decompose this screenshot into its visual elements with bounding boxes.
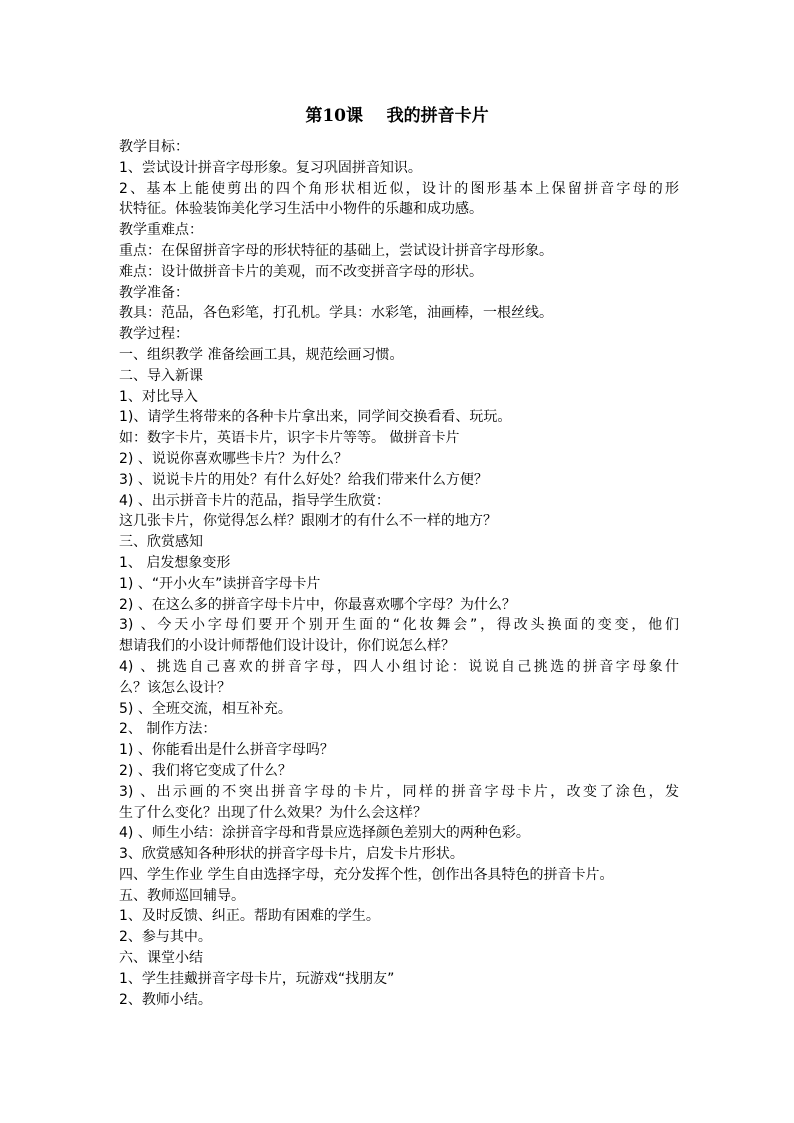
text-line: 1、及时反馈、纠正。帮助有困难的学生。: [119, 908, 380, 925]
text-line: 想请我们的小设计师帮他们设计设计，你们说怎么样？: [119, 638, 455, 655]
text-line: 三、欣赏感知: [119, 534, 203, 551]
text-line: 2) 、我们将它变成了什么？: [119, 762, 292, 779]
text-line: 4) 、出示拼音卡片的范品，指导学生欣赏：: [119, 492, 390, 509]
text-line: 1、对比导入: [119, 388, 198, 405]
text-line: 教学准备：: [119, 284, 189, 301]
text-line: 状特征。体验装饰美化学习生活中小物件的乐趣和成功感。: [119, 201, 483, 218]
text-line: 重点：在保留拼音字母的形状特征的基础上，尝试设计拼音字母形象。: [119, 242, 553, 259]
text-line: 4) 、师生小结：涂拼音字母和背景应选择颜色差别大的两种色彩。: [119, 825, 530, 842]
text-line: 2) 、说说你喜欢哪些卡片？为什么？: [119, 450, 348, 467]
text-line: 3) 、说说卡片的用处？有什么好处？给我们带来什么方便？: [119, 471, 488, 488]
text-line: 1、学生挂戴拼音字母卡片，玩游戏“找朋友”: [119, 970, 395, 987]
text-line: 这几张卡片，你觉得怎么样？跟刚才的有什么不一样的地方？: [119, 513, 497, 530]
text-line: 1)、请学生将带来的各种卡片拿出来，同学间交换看看、玩玩。: [119, 409, 512, 426]
text-line: 教学过程：: [119, 326, 189, 343]
text-line: 3) 、出示画的不突出拼音字母的卡片，同样的拼音字母卡片，改变了涂色，发: [119, 783, 679, 800]
text-line: 2) 、在这么多的拼音字母卡片中，你最喜欢哪个字母？为什么？: [119, 596, 516, 613]
text-line: 如：数字卡片，英语卡片，识字卡片等等。 做拼音卡片: [119, 430, 460, 447]
text-line: 2、基本上能使剪出的四个角形状相近似，设计的图形基本上保留拼音字母的形: [119, 180, 679, 197]
text-line: 六、课堂小结: [119, 950, 203, 967]
text-line: 一、组织教学 准备绘画工具，规范绘画习惯。: [119, 346, 404, 363]
text-line: 么？该怎么设计？: [119, 679, 231, 696]
text-line: 1) 、“开小火车”读拼音字母卡片: [119, 575, 321, 592]
text-line: 1、 启发想象变形: [119, 554, 231, 571]
text-line: 教具：范品，各色彩笔，打孔机。学具：水彩笔，油画棒，一根丝线。: [119, 305, 553, 322]
page-title: 第10课 我的拼音卡片: [305, 106, 489, 126]
text-line: 2、参与其中。: [119, 929, 212, 946]
document-body: [119, 137, 679, 1010]
text-line: 1、尝试设计拼音字母形象。复习巩固拼音知识。: [119, 159, 422, 176]
text-line: 2、 制作方法：: [119, 721, 217, 738]
text-line: 2、教师小结。: [119, 991, 212, 1008]
text-line: 4) 、挑选自己喜欢的拼音字母，四人小组讨论：说说自己挑选的拼音字母象什: [119, 658, 679, 675]
text-line: 二、导入新课: [119, 367, 203, 384]
text-line: 1) 、你能看出是什么拼音字母吗？: [119, 742, 334, 759]
text-line: 5) 、全班交流，相互补充。: [119, 700, 292, 717]
text-line: 教学重难点：: [119, 222, 203, 239]
text-line: 四、学生作业 学生自由选择字母，充分发挥个性，创作出各具特色的拼音卡片。: [119, 866, 614, 883]
text-line: 五、教师巡回辅导。: [119, 887, 245, 904]
text-line: 3、欣赏感知各种形状的拼音字母卡片，启发卡片形状。: [119, 846, 464, 863]
text-line: 生了什么变化？出现了什么效果？为什么会这样？: [119, 804, 427, 821]
text-line: 难点：设计做拼音卡片的美观，而不改变拼音字母的形状。: [119, 263, 483, 280]
text-line: 教学目标：: [119, 139, 189, 155]
text-line: 3) 、今天小字母们要开个别开生面的“化妆舞会”，得改头换面的变变，他们: [119, 617, 679, 634]
